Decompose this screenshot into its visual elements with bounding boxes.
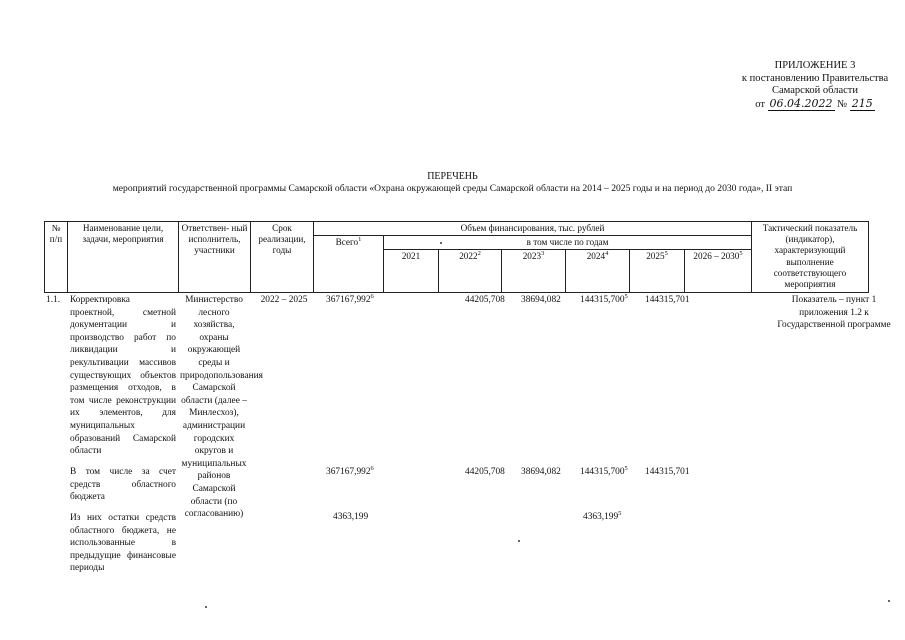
row-2022: 44205,708: [465, 295, 505, 305]
appendix-from: от: [755, 98, 765, 110]
row-indicator: Показатель – пункт 1 приложения 1.2 к Государственной программе: [777, 295, 891, 331]
header-year-2024: 2024$^4$: [566, 250, 630, 293]
row-executor: Министерство лесного хозяйства, охраны окружающей среды и природопользования Самарской области (далее – Минлесхоз), администрации городских округов и муниципальных районов Самарской области (по согласованию): [180, 295, 263, 520]
appendix-no: №: [837, 98, 848, 110]
appendix-number: 215: [851, 96, 873, 110]
document-subtitle: мероприятий государственной программы Самарской области «Охрана окружающей среды Самарской области на 2014 – 2025 годы и на период до 2030 года», II этап: [112, 183, 793, 194]
header-year-2022: 2022$^2$: [439, 250, 502, 293]
header-year-2026-2030: 2026 – 2030$^5$: [685, 250, 752, 293]
row2-name: В том числе за счет средств областного бюджета: [70, 467, 176, 503]
header-term: Срок реализации, годы: [251, 222, 314, 293]
header-year-2025: 2025$^5$: [630, 250, 685, 293]
funding-table-header: [44, 221, 869, 293]
row-term: 2022 – 2025: [260, 295, 308, 305]
scan-speck: [888, 600, 890, 602]
header-including: в том числе по годам: [384, 236, 752, 250]
header-total: Всего$^1$: [314, 236, 384, 293]
scan-speck: [518, 540, 520, 542]
appendix-line-1: ПРИЛОЖЕНИЕ 3: [774, 60, 856, 71]
row3-name: Из них остатки средств областного бюджета, не использованные в предыдущие финансовые периоды: [70, 513, 176, 574]
row-2024: 144315,700$^5$: [580, 292, 628, 305]
row2-2024: 144315,700$^5$: [580, 464, 628, 477]
row2-2022: 44205,708: [465, 467, 505, 477]
row3-2024: 4363,199$^5$: [583, 509, 622, 522]
row3-2024-sup: 5: [618, 509, 622, 517]
row2-2025: 144315,701: [645, 467, 690, 477]
header-indicator: Тактический показатель (индикатор), характеризующий выполнение соответствующего мероприятия: [752, 222, 869, 293]
appendix-date-line: [735, 98, 895, 112]
row-total: 367167,992$^6$: [326, 292, 374, 305]
row-2024-sup: 5: [624, 292, 628, 300]
row-total-sup: 6: [370, 292, 374, 300]
appendix-block: [735, 60, 895, 111]
row-name: Корректировка проектной, сметной документации и производство работ по ликвидации и рекультивации массивов существующих объектов размещения отходов, в том числе реконструкции их элементов, для муниципальных образований Самарской области: [70, 295, 176, 457]
row-number: 1.1.: [46, 295, 61, 305]
header-executor: Ответствен- ный исполнитель, участники: [179, 222, 251, 293]
row2-2024-sup: 5: [624, 464, 628, 472]
appendix-date: 06.04.2022: [769, 96, 833, 110]
scan-speck: [440, 242, 442, 244]
row-2023: 38694,082: [521, 295, 561, 305]
appendix-line-2: к постановлению Правительства: [741, 72, 889, 84]
header-name: Наименование цели, задачи, мероприятия: [68, 222, 179, 293]
row3-total: 4363,199: [333, 512, 369, 522]
row2-total: 367167,992$^6$: [326, 464, 374, 477]
header-year-2023: 2023$^3$: [502, 250, 566, 293]
document-title: ПЕРЕЧЕНЬ: [427, 171, 478, 182]
header-year-2021: 2021: [384, 250, 439, 293]
row2-2023: 38694,082: [521, 467, 561, 477]
header-funding: Объем финансирования, тыс. рублей: [314, 222, 752, 236]
header-num: № п/п: [45, 222, 68, 293]
row-2025: 144315,701: [645, 295, 690, 305]
row2-total-sup: 6: [370, 464, 374, 472]
scan-speck: [205, 606, 207, 608]
header-total-sup: 1: [358, 236, 362, 244]
appendix-line-3: Самарской области: [772, 85, 858, 96]
